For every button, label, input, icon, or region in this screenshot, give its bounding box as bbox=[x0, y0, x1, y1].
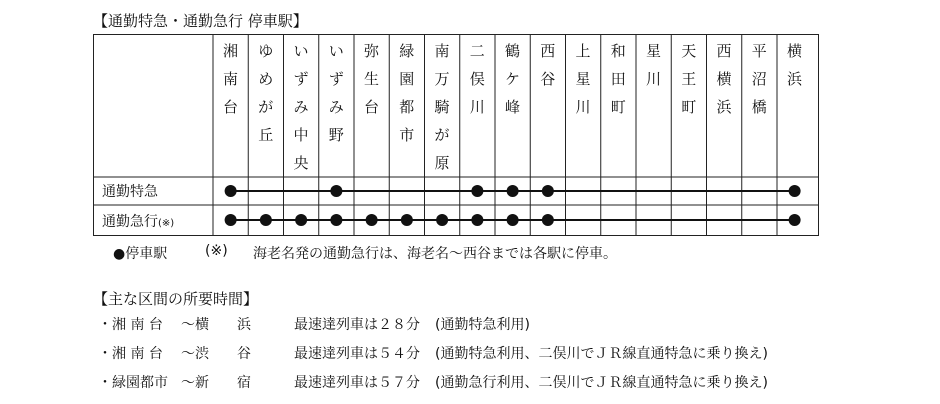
station-name: 弥 生 台 bbox=[363, 42, 379, 116]
route-destination: 〜新 宿 bbox=[181, 375, 251, 391]
route-origin: 湘 南 台 bbox=[112, 317, 163, 333]
stop-dot bbox=[507, 214, 519, 226]
station-name: 緑 園 都 市 bbox=[399, 42, 415, 144]
station-name: 天 王 町 bbox=[681, 42, 697, 116]
route-origin: 緑園都市 bbox=[112, 375, 168, 391]
row-label-rapid-mark: (※) bbox=[158, 218, 175, 229]
note-mark: (※) bbox=[205, 243, 228, 259]
station-name: 和 田 町 bbox=[610, 42, 626, 116]
route-detail: (通勤特急利用、二俣川でＪＲ線直通特急に乗り換え) bbox=[435, 346, 768, 362]
station-name: 西 横 浜 bbox=[716, 42, 732, 116]
route-time: 最速達列車は２８分 bbox=[294, 317, 420, 333]
route-detail: (通勤特急利用) bbox=[435, 317, 530, 333]
stop-dot bbox=[789, 185, 801, 197]
route-destination: 〜渋 谷 bbox=[181, 346, 251, 362]
route-time: 最速達列車は５７分 bbox=[294, 375, 420, 391]
route-destination: 〜横 浜 bbox=[181, 317, 251, 333]
route-row bbox=[98, 343, 858, 363]
route-row bbox=[98, 314, 858, 334]
station-name: 南 万 騎 が 原 bbox=[434, 42, 450, 172]
route-row bbox=[98, 372, 858, 392]
stop-dot bbox=[330, 214, 342, 226]
stop-dot bbox=[295, 214, 307, 226]
station-name: 平 沼 橋 bbox=[751, 42, 767, 116]
stop-dot bbox=[330, 185, 342, 197]
travel-time-heading: 【主な区間の所要時間】 bbox=[93, 290, 259, 308]
route-time: 最速達列車は５４分 bbox=[294, 346, 420, 362]
stop-stations-heading: 【通勤特急・通勤急行 停車駅】 bbox=[93, 12, 308, 30]
station-name: 湘 南 台 bbox=[222, 42, 238, 116]
stop-dot bbox=[542, 214, 554, 226]
stop-dot bbox=[225, 214, 237, 226]
stop-dot bbox=[401, 214, 413, 226]
stop-dot bbox=[471, 214, 483, 226]
stop-dot bbox=[260, 214, 272, 226]
station-name: ゆ め が 丘 bbox=[258, 42, 274, 144]
station-name: 西 谷 bbox=[540, 42, 556, 88]
stop-dot bbox=[225, 185, 237, 197]
stop-dot bbox=[436, 214, 448, 226]
stop-dot bbox=[507, 185, 519, 197]
stop-dot bbox=[789, 214, 801, 226]
station-name: い ず み 野 bbox=[328, 42, 344, 144]
stop-dot bbox=[366, 214, 378, 226]
note-text: 海老名発の通勤急行は、海老名〜西谷までは各駅に停車。 bbox=[253, 246, 617, 262]
route-bullet: ・ bbox=[98, 375, 112, 391]
route-origin: 湘 南 台 bbox=[112, 346, 163, 362]
station-name: 横 浜 bbox=[786, 42, 802, 88]
station-name: 上 星 川 bbox=[575, 42, 591, 116]
station-name: 星 川 bbox=[645, 42, 661, 88]
legend-stop-station: ●停車駅 bbox=[113, 246, 168, 262]
route-bullet: ・ bbox=[98, 346, 112, 362]
route-detail: (通勤急行利用、二俣川でＪＲ線直通特急に乗り換え) bbox=[435, 375, 768, 391]
row-label-express: 通勤特急 bbox=[102, 184, 158, 200]
station-name: 二 俣 川 bbox=[469, 42, 485, 116]
route-bullet: ・ bbox=[98, 317, 112, 333]
station-name: い ず み 中 央 bbox=[293, 42, 309, 172]
stop-dot bbox=[471, 185, 483, 197]
station-name: 鶴 ケ 峰 bbox=[504, 42, 520, 116]
row-label-rapid-text: 通勤急行 bbox=[102, 214, 158, 230]
stop-dot bbox=[542, 185, 554, 197]
